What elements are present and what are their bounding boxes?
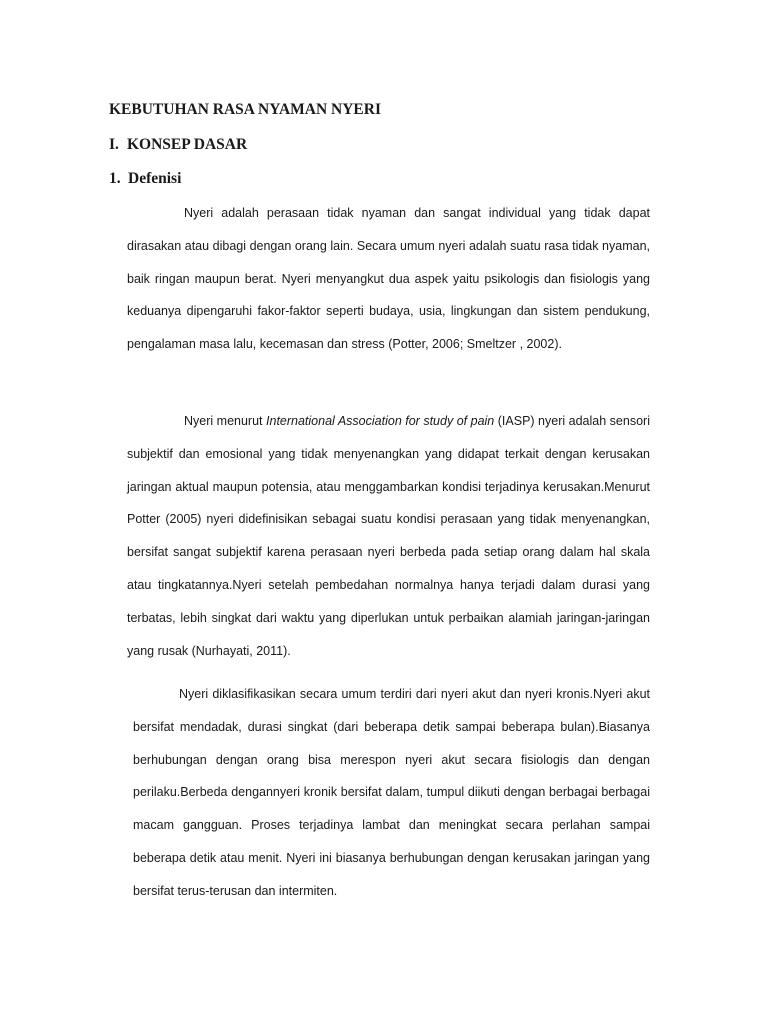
section-number: I. xyxy=(109,136,119,153)
subsection-heading xyxy=(109,170,181,188)
section-label: KONSEP DASAR xyxy=(127,136,248,153)
paragraph-iasp-intro: Nyeri menurut xyxy=(184,414,267,428)
paragraph-iasp xyxy=(127,405,650,667)
document-title: KEBUTUHAN RASA NYAMAN NYERI xyxy=(109,101,381,118)
paragraph-iasp-italic: International Association for study of pain xyxy=(266,414,495,428)
paragraph-classification: Nyeri diklasifikasikan secara umum terdiri dari nyeri akut dan nyeri kronis.Nyeri akut bersifat mendadak, durasi singkat (dari beberapa detik sampai beberapa bulan).Biasanya berhubungan dengan orang bisa merespon nyeri akut secara fisiologis dan dengan perilaku.Berbeda dengannyeri kronik bersifat dalam, tumpul diikuti dengan berbagai berbagai macam gangguan. Proses terjadinya lambat dan meningkat secara perlahan sampai beberapa detik atau menit. Nyeri ini biasanya berhubungan dengan kerusakan jaringan yang bersifat terus-terusan dan intermiten. xyxy=(133,687,650,898)
subsection-number: 1. xyxy=(109,170,121,187)
subsection-label: Defenisi xyxy=(128,170,182,187)
paragraph-iasp-body: (IASP) nyeri adalah sensori subjektif dan emosional yang tidak menyenangkan yang didapat terkait dengan kerusakan jaringan aktual maupun potensia, atau menggambarkan kondisi terjadinya kerusakan.Menurut Potter (2005) nyeri didefinisikan sebagai suatu kondisi perasaan yang tidak menyenangkan, bersifat sangat subjektif karena perasaan nyeri berbeda pada setiap orang dalam hal skala atau tingkatannya.Nyeri setelah pembedahan normalnya hanya terjadi dalam durasi yang terbatas, lebih singkat dari waktu yang diperlukan untuk perbaikan alamiah jaringan-jaringan yang rusak (Nurhayati, 2011). xyxy=(127,414,650,658)
section-heading xyxy=(109,136,247,154)
paragraph-definition: Nyeri adalah perasaan tidak nyaman dan sangat individual yang tidak dapat dirasakan atau dibagi dengan orang lain. Secara umum nyeri adalah suatu rasa tidak nyaman, baik ringan maupun berat. Nyeri menyangkut dua aspek yaitu psikologis dan fisiologis yang keduanya dipengaruhi fakor-faktor seperti budaya, usia, lingkungan dan sistem pendukung, pengalaman masa lalu, kecemasan dan stress (Potter, 2006; Smeltzer , 2002). xyxy=(127,206,650,352)
